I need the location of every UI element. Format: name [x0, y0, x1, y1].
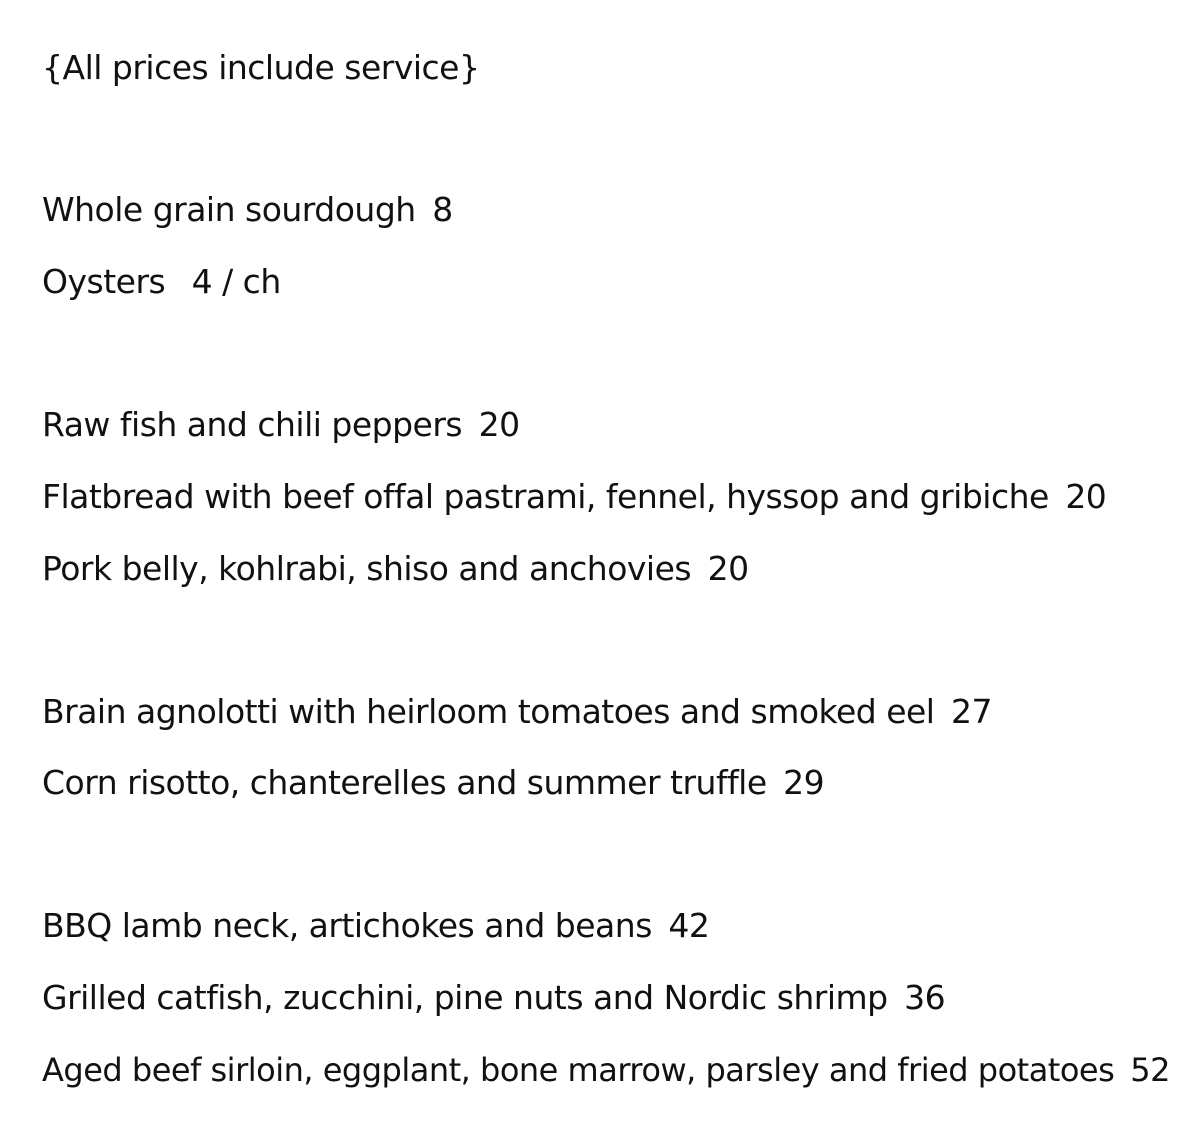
item-price: 27 — [950, 692, 992, 731]
item-price: 20 — [1065, 477, 1107, 516]
item-name: Pork belly, kohlrabi, shiso and anchovies — [42, 549, 692, 588]
menu-item — [42, 763, 824, 803]
item-price: 42 — [668, 906, 710, 945]
menu-item — [42, 978, 945, 1018]
item-name: Raw fish and chili peppers — [42, 405, 463, 444]
service-note: {All prices include service} — [42, 48, 480, 87]
item-price: 20 — [707, 549, 749, 588]
item-price: 36 — [904, 978, 946, 1017]
item-name: Whole grain sourdough — [42, 190, 416, 229]
item-name: Aged beef sirloin, eggplant, bone marrow, parsley and fried potatoes — [42, 1051, 1115, 1089]
item-name: Flatbread with beef offal pastrami, fennel, hyssop and gribiche — [42, 477, 1049, 516]
item-name: Corn risotto, chanterelles and summer truffle — [42, 763, 767, 802]
item-price: 4 / ch — [191, 262, 281, 301]
item-name: Oysters — [42, 262, 166, 301]
item-price: 20 — [478, 405, 520, 444]
menu-item — [42, 1050, 1170, 1090]
menu-item — [42, 477, 1106, 517]
menu-item — [42, 190, 453, 230]
menu-item — [42, 262, 281, 302]
item-name: Brain agnolotti with heirloom tomatoes and smoked eel — [42, 692, 935, 731]
item-price: 29 — [783, 763, 825, 802]
item-name: BBQ lamb neck, artichokes and beans — [42, 906, 652, 945]
menu-item — [42, 692, 992, 732]
item-name: Grilled catfish, zucchini, pine nuts and Nordic shrimp — [42, 978, 888, 1017]
menu-item — [42, 906, 709, 946]
item-price: 8 — [432, 190, 453, 229]
item-price: 52 — [1130, 1051, 1170, 1089]
menu-item — [42, 549, 749, 589]
menu-item — [42, 405, 520, 445]
